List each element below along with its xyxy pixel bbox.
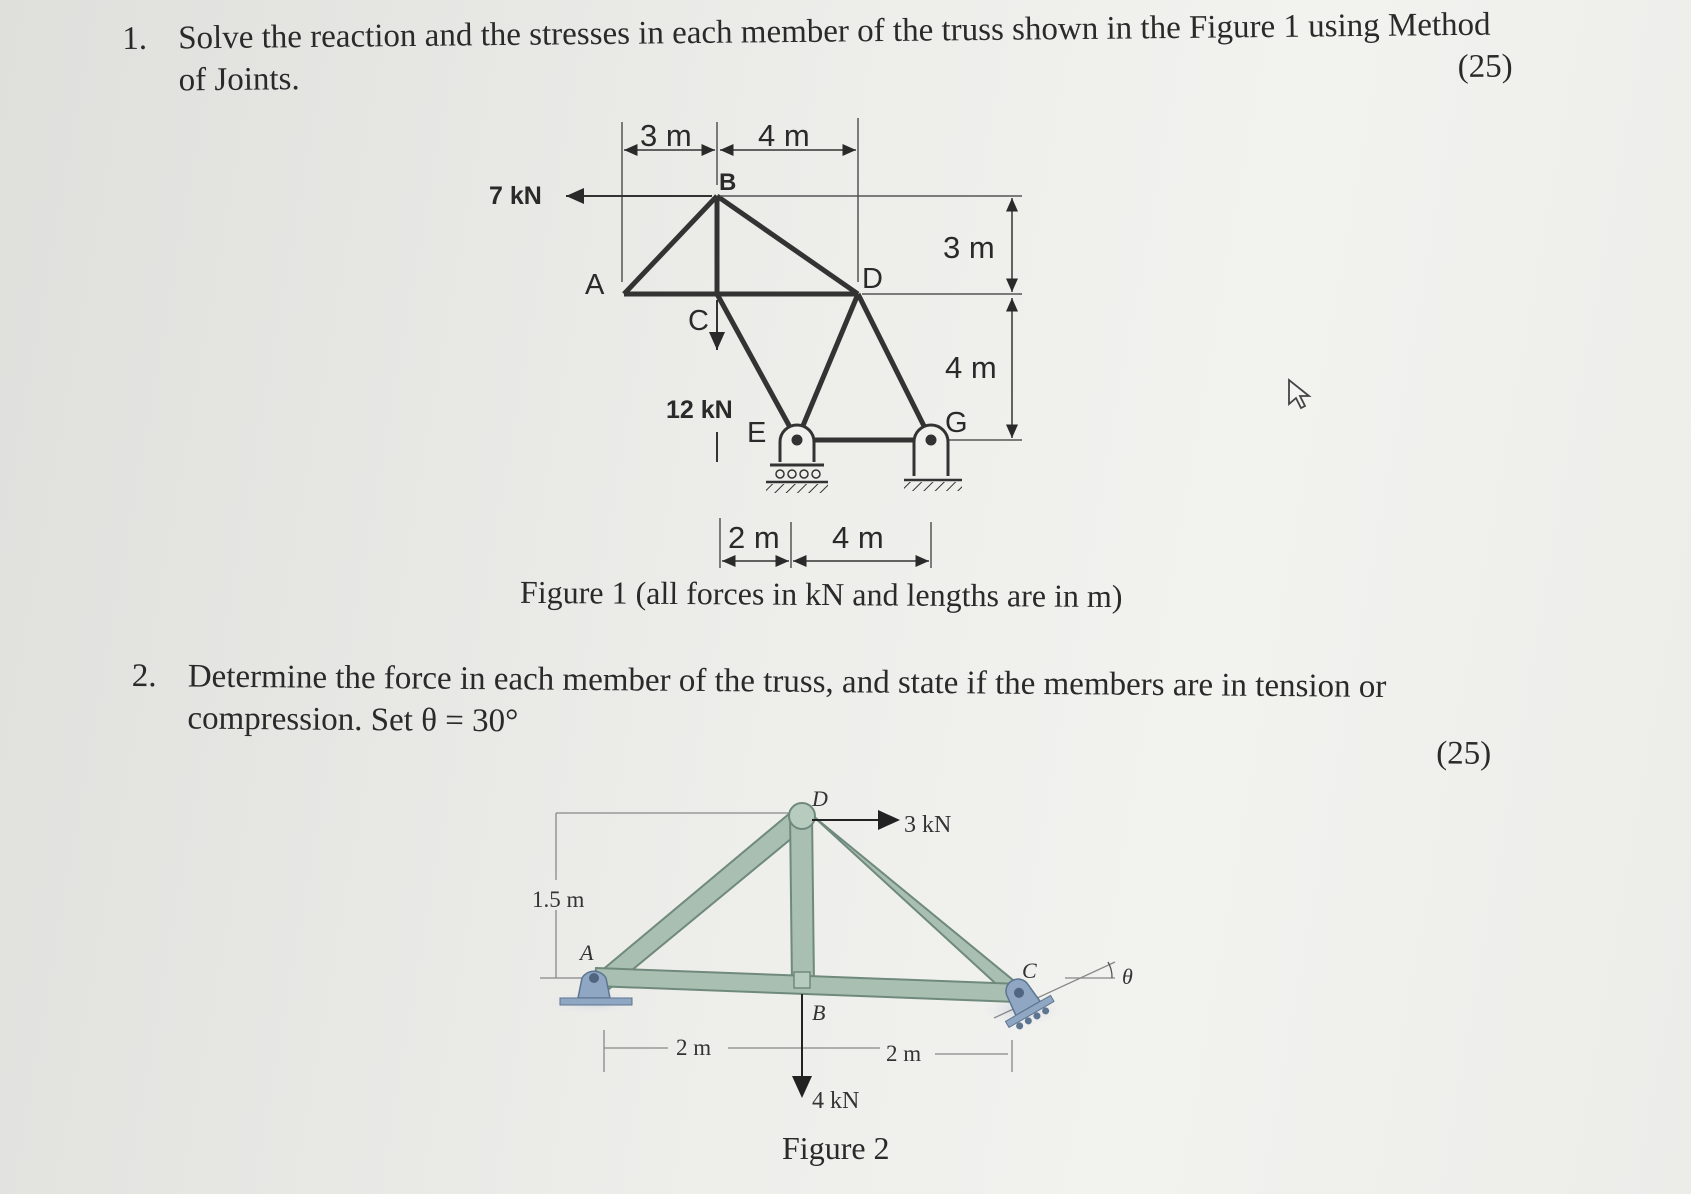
- joint-B-label: B: [719, 169, 737, 196]
- dim-height-label: 1.5 m: [532, 887, 585, 912]
- figure-1-caption: Figure 1 (all forces in kN and lengths are in m): [519, 573, 1123, 615]
- figure-2-caption: Figure 2: [782, 1130, 890, 1166]
- joint-G-label: G: [945, 407, 968, 439]
- joint-E-label: E: [747, 417, 767, 449]
- dim-left-label: 2 m: [676, 1035, 712, 1060]
- joint-A-label-fig2: A: [580, 940, 594, 965]
- dim-top-left: 3 m: [640, 118, 692, 153]
- dim-bottom-left: 2 m: [728, 520, 780, 555]
- question-1-text: Solve the reaction and the stresses in each member of the truss shown in the Figure 1 using Method of Joints.: [178, 6, 1491, 99]
- load-7kN-label: 7 kN: [489, 182, 542, 210]
- joint-A-label: A: [585, 269, 605, 301]
- question-1-marks: (25): [1457, 48, 1513, 86]
- member-AD: [588, 808, 809, 994]
- member-BD: [790, 811, 814, 985]
- angle-theta-label: θ: [1122, 964, 1133, 989]
- question-1-number: 1.: [122, 20, 148, 57]
- joint-D-label-fig2: D: [812, 786, 828, 811]
- dim-bottom-right: 4 m: [832, 520, 884, 555]
- joint-D-label: D: [862, 263, 883, 295]
- question-2-marks: (25): [1436, 735, 1492, 772]
- dim-right-label: 2 m: [886, 1041, 922, 1066]
- dim-right-upper: 3 m: [943, 230, 995, 265]
- dim-right-lower: 4 m: [945, 350, 997, 385]
- joint-C-label: C: [688, 305, 709, 337]
- question-2-number: 2.: [131, 657, 157, 695]
- question-2-text: Determine the force in each member of the truss, and state if the members are in tension or compression. Set θ = 30°: [187, 658, 1387, 740]
- joint-B-label-fig2: B: [812, 1000, 826, 1025]
- dim-top-right: 4 m: [758, 118, 810, 153]
- joint-C-label-fig2: C: [1022, 958, 1037, 983]
- load-3kN-label: 3 kN: [904, 812, 952, 838]
- load-4kN-label: 4 kN: [812, 1088, 860, 1114]
- load-12kN-label: 12 kN: [666, 396, 733, 424]
